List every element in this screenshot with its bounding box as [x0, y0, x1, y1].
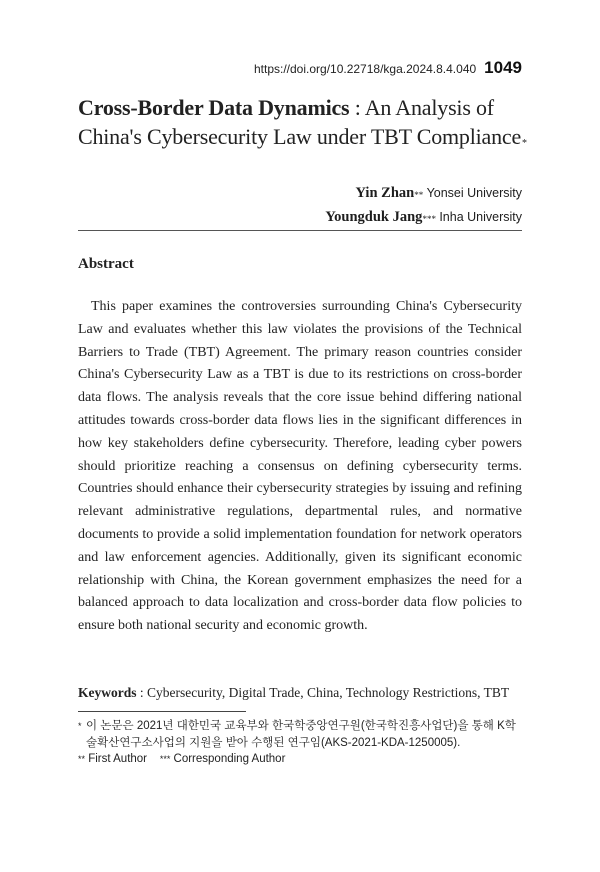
footnote-divider — [78, 711, 246, 712]
author-name: Yin Zhan — [355, 185, 415, 201]
title-subtitle: An Analysis of China's Cybersecurity Law under TBT Compliance — [78, 95, 522, 149]
title-separator: : — [349, 95, 365, 120]
paper-title — [78, 93, 538, 158]
author-line — [325, 206, 522, 230]
corresponding-author-marker: *** — [159, 754, 171, 764]
keywords-line — [78, 683, 522, 703]
abstract-paragraph: This paper examines the controversies surrounding China's Cybersecurity Law and evaluates whether this law violates the provisions of the Technical Barriers to Trade (TBT) Agreement. The primary reason countries consider China's Cybersecurity Law as a TBT is due to its restrictions on cross-border data flows. The analysis reveals that the core issue behind differing national attitudes towards cross-border data flows lies in the significant differences in how key stakeholders define cybersecurity. Therefore, leading cyber powers should prioritize reaching a consensus on defining cybersecurity terms. Countries should enhance their cybersecurity strategies by issuing and refining relevant administrative regulations, departmental rules, and normative documents to provide a solid implementation foundation for network operators and law enforcement agencies. Additionally, given its significant economic relationship with China, the Korean government emphasizes the need for a balanced approach to data localization and cross-border data flow policies to ensure both national security and economic growth. — [78, 299, 522, 634]
author-affiliation: Inha University — [439, 210, 522, 224]
funding-footnote — [78, 718, 522, 751]
first-author-marker: ** — [78, 754, 86, 764]
page-number: 1049 — [484, 58, 522, 77]
author-name: Youngduk Jang — [325, 209, 423, 225]
title-footnote-marker: * — [522, 138, 527, 149]
author-affiliation: Yonsei University — [426, 186, 522, 200]
doi-link[interactable]: https://doi.org/10.22718/kga.2024.8.4.040 — [253, 62, 477, 76]
corresponding-author-text: Corresponding Author — [173, 753, 286, 765]
author-block — [325, 182, 522, 230]
keywords-separator: : — [136, 685, 148, 700]
funding-text: 이 논문은 2021년 대한민국 교육부와 한국학중앙연구원(한국학진흥사업단)을 통해 K학술확산연구소사업의 지원을 받아 수행된 연구임(AKS-2021-KDA-1250005). — [86, 720, 516, 749]
author-marker: ** — [414, 190, 424, 200]
author-line — [325, 182, 522, 206]
first-author-text: First Author — [88, 753, 148, 765]
title-main: Cross-Border Data Dynamics — [78, 95, 350, 120]
keywords-list: Cybersecurity, Digital Trade, China, Technology Restrictions, TBT — [147, 685, 510, 700]
keywords-label: Keywords — [78, 685, 137, 700]
author-marker: *** — [422, 214, 436, 224]
author-role-footnote — [78, 751, 522, 768]
header-divider — [78, 230, 522, 231]
abstract-body — [78, 296, 522, 638]
page-header — [254, 58, 522, 80]
footnote-marker: * — [78, 721, 82, 731]
footnotes — [78, 718, 522, 768]
abstract-heading: Abstract — [78, 256, 134, 272]
